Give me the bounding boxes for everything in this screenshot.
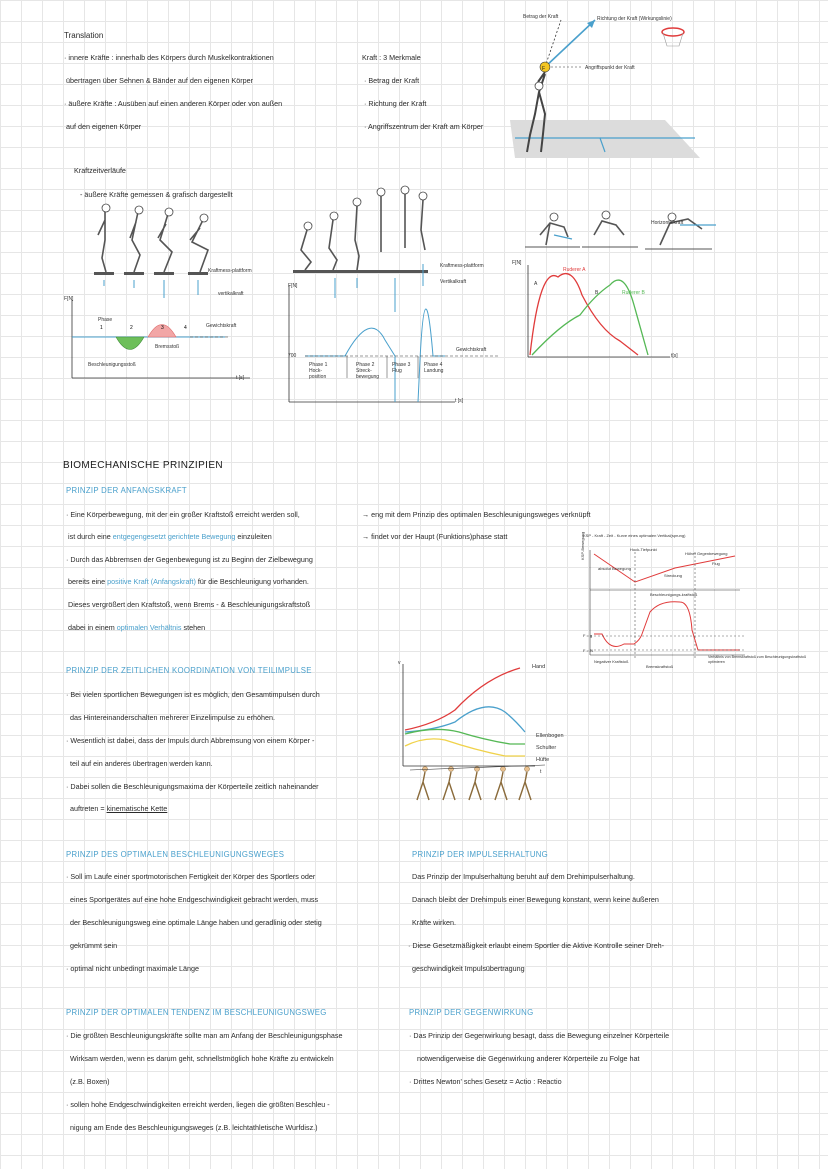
translation-line: · äußere Kräfte : Ausüben auf einen anderen Körper oder von außen (64, 99, 283, 108)
t-axis-label: t (540, 769, 542, 775)
phase-4-text: Phase 4 Landung (424, 362, 444, 374)
beschleunigungsweg-line: gekrümmt sein (70, 941, 118, 950)
negativ-label: Negativer Kraftstoß (594, 659, 629, 664)
phase-label: Phase (98, 317, 113, 323)
tendenz-line: · Die größten Beschleunigungskräfte sollte man am Anfang der Beschleunigungsphase (66, 1031, 343, 1040)
ruderer-b-label: Ruderer B (622, 290, 645, 296)
beschleunigungsstoss-label: Beschleunigungsstoß (88, 362, 136, 368)
gegenwirkung-title: PRINZIP DER GEGENWIRKUNG (409, 1008, 534, 1017)
bremskraft-label: Bremskraftstoß (646, 664, 674, 669)
kraft-merkmale-title: Kraft : 3 Merkmale (362, 53, 421, 62)
phase-2-label: 2 (130, 325, 133, 331)
teilimpulse-line: das Hintereinanderschalten mehrerer Einzelimpulse zu erhöhen. (70, 713, 275, 722)
teilimpulse-line: · Dabei sollen die Beschleunigungsmaxima der Körperteile zeitlich naheinander (66, 782, 319, 791)
teilimpulse-title: PRINZIP DER ZEITLICHEN KOORDINATION VON TEILIMPULSE (66, 666, 312, 675)
tendenz-line: (z.B. Boxen) (70, 1077, 110, 1086)
teilimpulse-line: auftreten = kinematische Kette (70, 804, 168, 813)
translation-line: · innere Kräfte : innerhalb des Körpers durch Muskelkontraktionen (64, 53, 274, 62)
jump-kraftmess-label: Kraftmess-plattform (440, 263, 484, 269)
anfangskraft-line: ist durch eine entgegengesetzt gerichtete Bewegung einzuleiten (68, 532, 272, 541)
phase-3-label: 3 (161, 325, 164, 331)
anfangskraft-line: · Durch das Abbremsen der Gegenbewegung ist zu Beginn der Zielbewegung (66, 555, 313, 564)
teilimpulse-line: · Bei vielen sportlichen Bewegungen ist es möglich, den Gesamtimpulsen durch (66, 690, 320, 699)
tendenz-title: PRINZIP DER OPTIMALEN TENDENZ IM BESCHLEUNIGUNGSWEG (66, 1008, 327, 1017)
anfangskraft-note: → eng mit dem Prinzip des optimalen Beschleunigungsweges verknüpft (362, 510, 591, 519)
impulserhaltung-line: geschwindigkeit Impulsübertragung (412, 964, 525, 973)
hand-label: Hand (532, 664, 546, 670)
gewichtskraft-label: Gewichtskraft (206, 323, 237, 329)
tendenz-line: · sollen hohe Endgeschwindigkeiten erreicht werden, liegen die größten Beschleu - (66, 1100, 330, 1109)
ksp-axis-label: KSP-Bewegung (580, 531, 585, 560)
tiefpunkt-label: Hock-Tiefpunkt (630, 547, 657, 552)
streckung-label: Streckung (664, 573, 683, 578)
anfangskraft-title: PRINZIP DER ANFANGSKRAFT (66, 486, 187, 495)
impulserhaltung-title: PRINZIP DER IMPULSERHALTUNG (412, 850, 549, 859)
anfangskraft-note: → findet vor der Haupt (Funktions)phase statt (362, 532, 508, 541)
kraft-merkmal-item: · Angriffszentrum der Kraft am Körper (364, 122, 484, 131)
tendenz-line: Wirksam werden, wenn es darum geht, schnellstmöglich hohe Kräfte zu entwickeln (70, 1054, 334, 1063)
translation-line: übertragen über Sehnen & Bänder auf den eigenen Körper (66, 76, 254, 85)
huefte-label: Hüfte (536, 757, 550, 763)
ksp-chart-title: KSP - Kraft - Zeit - Kurve eines optimalen Vertikal(sprung) (583, 533, 686, 538)
ruderer-a-label: Ruderer A (563, 267, 586, 273)
abflug-label: Höher Gegenbewegung (685, 551, 728, 556)
impulserhaltung-line: Das Prinzip der Impulserhaltung beruht auf dem Drehimpulserhaltung. (412, 872, 635, 881)
jump-time-label: t [s] (455, 398, 464, 404)
point-b-label: B (595, 290, 599, 296)
rowing-fn-label: F[N] (512, 260, 522, 266)
jump-vertikal-label: Vertikalkraft (440, 279, 467, 285)
angriffspunkt-label: Angriffspunkt der Kraft (585, 65, 635, 71)
anfangskraft-line: · Eine Körperbewegung, mit der ein großer Kraftstoß erreicht werden soll, (66, 510, 300, 519)
bremsstoss-label: Bremsstoß (155, 344, 180, 350)
gegenwirkung-line: · Drittes Newton' sches Gesetz = Actio : Reactio (409, 1077, 562, 1086)
phase-1-label: 1 (100, 325, 103, 331)
horizontalkraft-label: Horizontalkraft (651, 220, 684, 226)
time-axis-label: t [s] (236, 375, 245, 381)
v-axis-label: v (398, 660, 401, 666)
verhaeltnis-label: Verhältnis von Bremskraftstoß zum Beschleunigungskraftstoß optimieren (708, 655, 807, 664)
absolut-label: absolut Bewegung (598, 566, 631, 571)
phase-4-label: 4 (184, 325, 187, 331)
schulter-label: Schulter (536, 745, 557, 751)
fn-label: F = N (583, 648, 593, 653)
kraftzeit-subtitle: - äußere Kräfte gemessen & grafisch dargestellt (80, 190, 233, 199)
anfangskraft-line: Dieses vergrößert den Kraftstoß, wenn Brems - & Beschleunigungskraftstoß (68, 600, 311, 609)
kinematic-chain-chart (395, 660, 555, 810)
vertikalkraft-label: vertikalkraft (218, 291, 244, 297)
jump-fn-label: F[N] (288, 283, 298, 289)
flug-label: Flug (712, 561, 720, 566)
fg-label: F = g (583, 633, 593, 638)
anfangskraft-line: dabei in einem optimalen Verhältnis stehen (68, 623, 206, 632)
kraftzeit-title: Kraftzeitverläufe (74, 166, 126, 175)
richtung-label: Richtung der Kraft (Wirkungslinie) (597, 16, 672, 22)
anfangskraft-line: bereits eine positive Kraft (Anfangskraft) für die Beschleunigung vorhanden. (68, 577, 309, 586)
teilimpulse-line: teil auf ein anderes übertragen werden kann. (70, 759, 213, 768)
translation-line: auf den eigenen Körper (66, 122, 142, 131)
kraft-merkmal-item: · Betrag der Kraft (364, 76, 420, 85)
impulserhaltung-line: Danach bleibt der Drehimpuls einer Bewegung konstant, wenn keine äußeren (412, 895, 659, 904)
translation-title: Translation (64, 31, 104, 40)
phase-3-text: Phase 3 Flug (392, 362, 411, 374)
beschleunigungsweg-line: · optimal nicht unbedingt maximale Länge (66, 964, 200, 973)
teilimpulse-line: · Wesentlich ist dabei, dass der Impuls durch Abbremsung von einem Körper - (66, 736, 315, 745)
gegenwirkung-line: · Das Prinzip der Gegenwirkung besagt, dass die Bewegung einzelner Körperteile (409, 1031, 670, 1040)
rowing-time-label: t[s] (671, 353, 678, 359)
rowing-force-chart (520, 205, 720, 365)
betrag-label: Betrag der Kraft (523, 14, 559, 20)
basketball-illustration (505, 10, 705, 160)
gegenwirkung-line: notwendigerweise die Gegenwirkung anderer Körperteile zu Folge hat (417, 1054, 640, 1063)
phase-2-text: Phase 2 Streck- bewegung (356, 362, 380, 380)
impulserhaltung-line: · Diese Gesetzmäßigkeit erlaubt einem Sportler die Aktive Kontrolle seiner Dreh- (408, 941, 665, 950)
beschleunigungsweg-title: PRINZIP DES OPTIMALEN BESCHLEUNIGUNGSWEGES (66, 850, 285, 859)
fn-axis-label: F[N] (64, 296, 74, 302)
beschleunigungsweg-line: · Soll im Laufe einer sportmotorischen Fertigkeit der Körper des Sportlers oder (66, 872, 316, 881)
beschleunigungskraft-label: Beschleunigungs-kraftstoß (650, 592, 698, 597)
impulserhaltung-line: Kräfte wirken. (412, 918, 456, 927)
force-label: F (542, 66, 546, 72)
kraftmess-label: Kraftmess-plattform (208, 268, 252, 274)
phase-1-text: Phase 1 Hock- position (309, 362, 328, 380)
ksp-force-chart (580, 540, 750, 670)
beschleunigungsweg-line: eines Sportgerätes auf eine hohe Endgeschwindigkeit gebracht werden, muss (70, 895, 319, 904)
beschleunigungsweg-line: der Beschleunigungsweg eine optimale Länge haben und geradlinig oder stetig (70, 918, 322, 927)
jump-gewicht-label: Gewichtskraft (456, 347, 487, 353)
kraft-merkmal-item: · Richtung der Kraft (364, 99, 427, 108)
biomech-title: BIOMECHANISCHE PRINZIPIEN (63, 460, 224, 471)
tendenz-line: nigung am Ende des Beschleunigungsweges (z.B. leichtathletische Wurfdisz.) (70, 1123, 318, 1132)
y700-label: 700 (288, 353, 297, 359)
point-a-label: A (534, 281, 538, 287)
ellenbogen-label: Ellenbogen (536, 733, 564, 739)
